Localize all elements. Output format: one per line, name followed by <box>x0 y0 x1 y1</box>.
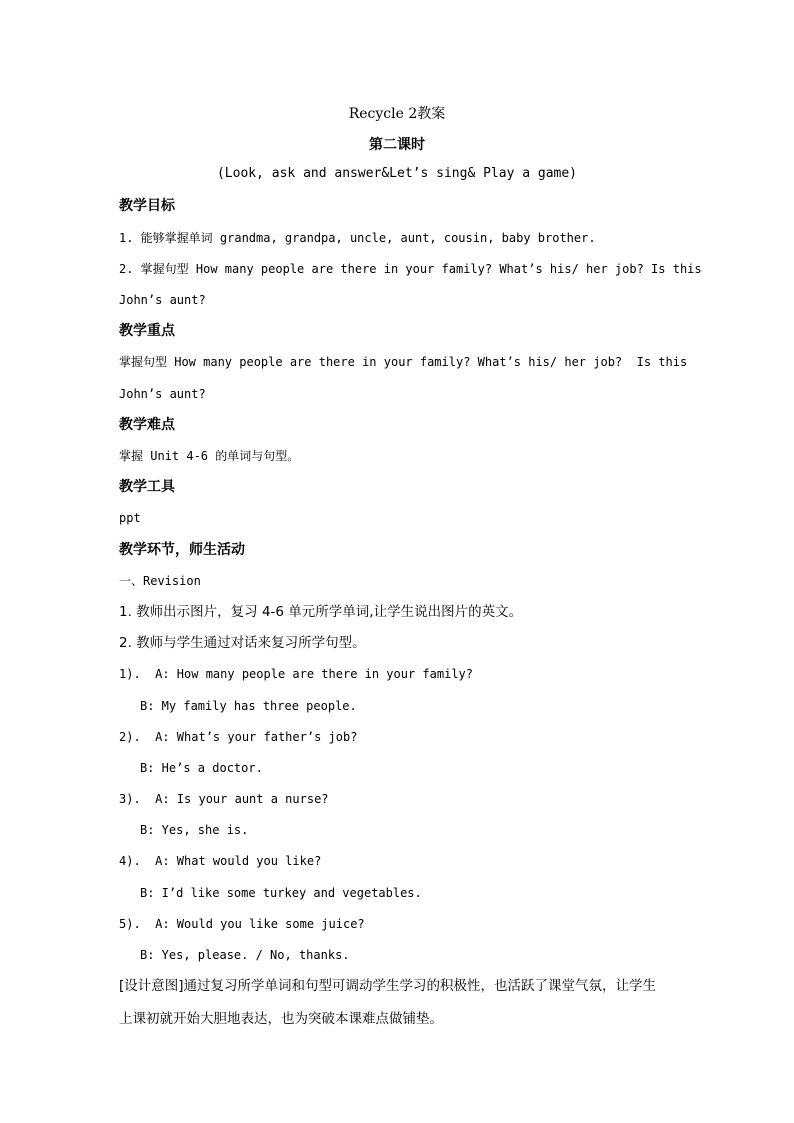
objectives-heading: 教学目标 <box>119 198 175 214</box>
procedure-step-1: 1. 教师出示图片，复习 4-6 单元所学单词,让学生说出图片的英文。 <box>119 604 523 620</box>
dialog-1-answer: B: My family has three people. <box>140 699 357 713</box>
lesson-number: 第二课时 <box>369 137 425 153</box>
difficulties-text: 掌握 Unit 4-6 的单词与句型。 <box>119 449 300 463</box>
dialog-4-answer: B: I’d like some turkey and vegetables. <box>140 886 422 900</box>
dialog-5-answer: B: Yes, please. / No, thanks. <box>140 948 350 962</box>
tools-text: ppt <box>119 511 141 525</box>
key-points-line-1: 掌握句型 How many people are there in your family? What’s his/ her job? Is this <box>119 355 688 369</box>
difficulties-heading: 教学难点 <box>119 417 175 433</box>
design-intent-line-2: 上课初就开始大胆地表达，也为突破本课难点做铺垫。 <box>119 1011 443 1027</box>
procedure-step-2: 2. 教师与学生通过对话来复习所学句型。 <box>119 635 366 651</box>
procedure-heading: 教学环节，师生活动 <box>119 542 245 558</box>
objective-item-2-cont: John’s aunt? <box>119 293 206 307</box>
key-points-heading: 教学重点 <box>119 323 175 339</box>
document-title: Recycle 2教案 <box>348 106 446 122</box>
tools-heading: 教学工具 <box>119 479 175 495</box>
key-points-line-2: John’s aunt? <box>119 387 206 401</box>
dialog-2-question: 2). A: What’s your father’s job? <box>119 730 358 744</box>
objective-item-1: 1. 能够掌握单词 grandma, grandpa, uncle, aunt, cousin, baby brother. <box>119 231 596 245</box>
dialog-4-question: 4). A: What would you like? <box>119 854 322 868</box>
revision-section-title: 一、Revision <box>119 574 201 588</box>
lesson-activities: (Look, ask and answer&Let’s sing& Play a game) <box>216 166 578 181</box>
dialog-3-answer: B: Yes, she is. <box>140 823 249 837</box>
dialog-2-answer: B: He’s a doctor. <box>140 761 263 775</box>
dialog-3-question: 3). A: Is your aunt a nurse? <box>119 792 329 806</box>
design-intent-line-1: [设计意图]通过复习所学单词和句型可调动学生学习的积极性，也活跃了课堂气氛，让学生 <box>119 978 657 994</box>
dialog-1-question: 1). A: How many people are there in your family? <box>119 667 474 681</box>
dialog-5-question: 5). A: Would you like some juice? <box>119 917 365 931</box>
objective-item-2: 2. 掌握句型 How many people are there in your family? What’s his/ her job? Is this <box>119 262 702 276</box>
